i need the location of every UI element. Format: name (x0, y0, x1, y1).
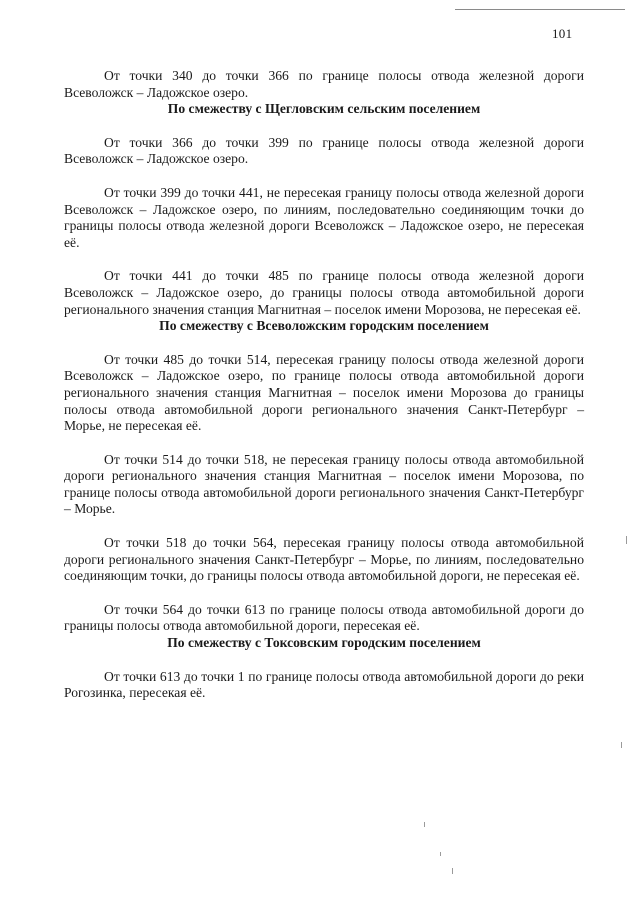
page-number: 101 (552, 26, 573, 41)
scan-mark (424, 822, 425, 827)
paragraph-3: От точки 399 до точки 441, не пересекая границу полосы отвода железной дороги Всеволожск – Ладожское озеро, по линиям, последовательно соединяющим точки до границы полосы отвода железной дороги Всеволожск – Ладожское озеро, не пересекая её. (64, 184, 584, 250)
section-heading-toksovo: По смежеству с Токсовским городским поселением (167, 635, 481, 651)
paragraph-8: От точки 564 до точки 613 по границе полосы отвода автомобильной дороги до границы полосы отвода автомобильной дороги, пересекая её. (64, 601, 584, 634)
paragraph-7: От точки 518 до точки 564, пересекая границу полосы отвода автомобильной дороги регионального значения Санкт-Петербург – Морье, по линиям, последовательно соединяющим точки, до границы полосы отвода автомобильной дороги, не пересекая её. (64, 535, 584, 584)
scan-mark (452, 868, 453, 874)
paragraph-1: От точки 340 до точки 366 по границе полосы отвода железной дороги Всеволожск – Ладожское озеро. (64, 68, 584, 100)
scan-mark (626, 536, 627, 544)
paragraph-4: От точки 441 до точки 485 по границе полосы отвода железной дороги Всеволожск – Ладожское озеро, до границы полосы отвода автомобильной дороги регионального значения станция Магнитная – поселок имени Морозова, не пересекая её. (64, 268, 584, 317)
document-body (64, 68, 584, 702)
section-heading-shcheglovo: По смежеству с Щегловским сельским поселением (167, 101, 481, 117)
paragraph-9: От точки 613 до точки 1 по границе полосы отвода автомобильной дороги до реки Рогозинка, пересекая её. (64, 668, 584, 701)
paragraph-2: От точки 366 до точки 399 по границе полосы отвода железной дороги Всеволожск – Ладожское озеро. (64, 134, 584, 167)
section-heading-vsevolozhsk: По смежеству с Всеволожским городским поселением (159, 318, 489, 334)
header-rule (455, 9, 625, 10)
scan-mark (440, 852, 441, 856)
paragraph-6: От точки 514 до точки 518, не пересекая границу полосы отвода автомобильной дороги регионального значения станция Магнитная – поселок имени Морозова, по границе полосы отвода автомобильной дороги регионального значения Санкт-Петербург – Морье. (64, 451, 584, 517)
scan-mark (621, 742, 622, 748)
paragraph-5: От точки 485 до точки 514, пересекая границу полосы отвода железной дороги Всеволожск – Ладожское озеро, по границе полосы отвода автомобильной дороги регионального значения станция Магнитная – поселок имени Морозова до границы полосы отвода автомобильной дороги регионального значения Санкт-Петербург – Морье, не пересекая её. (64, 351, 584, 434)
